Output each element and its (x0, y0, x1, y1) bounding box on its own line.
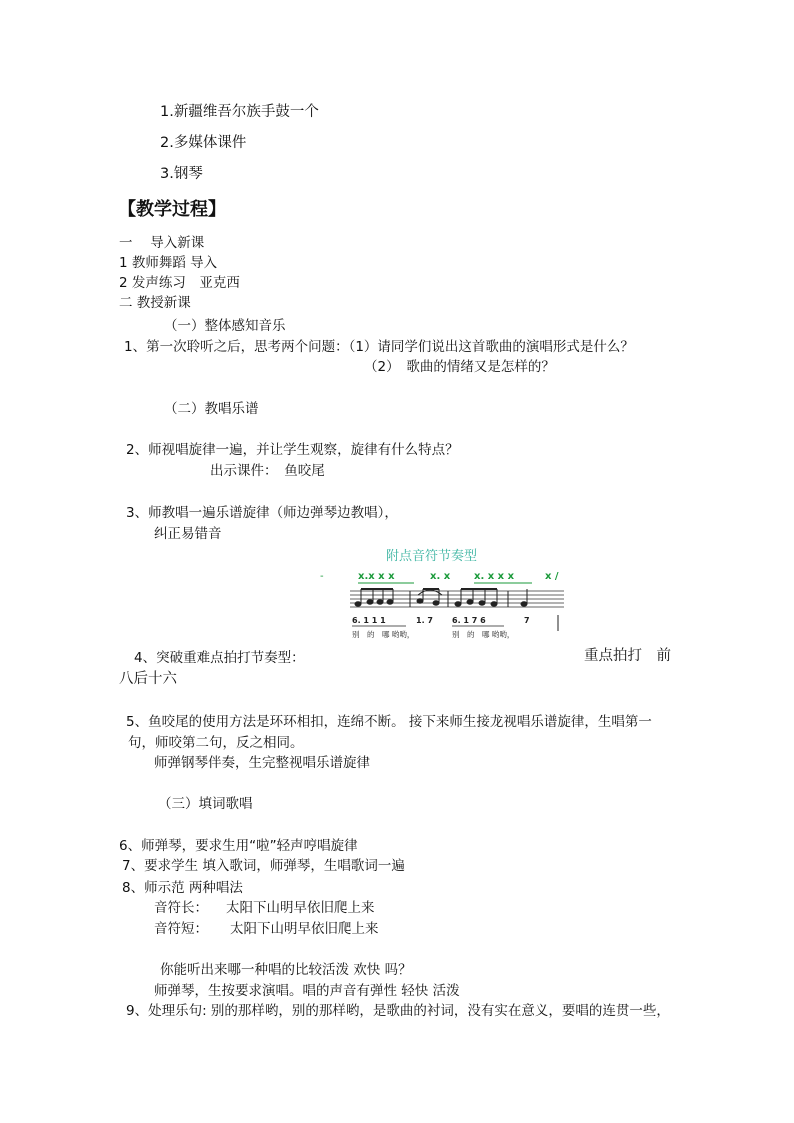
question-5-line-3: 师弹钢琴伴奏，生完整视唱乐谱旋律 (154, 755, 370, 771)
question-1-part-2: （2） 歌曲的情绪又是怎样的？ (364, 359, 555, 375)
numbers-mid: 1. 7 (416, 616, 433, 625)
question-4-focus-cont: 八后十六 (119, 671, 177, 687)
subsection-perceive: （一）整体感知音乐 (164, 318, 286, 334)
long-note-text: 太阳下山明早依旧爬上来 (226, 900, 375, 916)
section-one-title: 一 导入新课 (119, 235, 205, 251)
question-9: 9、处理乐句: 别的那样哟，别的那样哟，是歌曲的衬词，没有实在意义，要唱的连贯一些， (126, 1003, 670, 1019)
lyrics-right: 别 的 哪 哟哟， (452, 630, 515, 639)
rhythm-figure (318, 543, 578, 643)
question-5: 5、鱼咬尾的使用方法是环环相扣，连绵不断。 接下来师生接龙视唱乐谱旋律，生唱第一 (126, 714, 652, 730)
rhythm-pattern-left: x.x x x (358, 571, 395, 582)
long-note-label: 音符长： (154, 900, 208, 916)
section-two-title: 二 教授新课 (119, 295, 191, 311)
material-item-2: 2.多媒体课件 (160, 135, 247, 151)
question-8: 8、师示范 两种唱法 (122, 880, 243, 896)
step-vocal-practice: 2 发声练习 亚克西 (119, 275, 240, 291)
short-note-text: 太阳下山明早依旧爬上来 (230, 921, 379, 937)
question-4: 4、突破重难点拍打节奏型： (134, 650, 305, 666)
material-item-1: 1.新疆维吾尔族手鼓一个 (160, 104, 319, 120)
subsection-lyrics: （三）填词歌唱 (158, 796, 253, 812)
question-ask: 你能听出来哪一种唱的比较活泼 欢快 吗？ (160, 962, 412, 978)
section-heading: 【教学过程】 (118, 199, 226, 220)
lyrics-left: 别 的 哪 哟哟， (352, 630, 415, 639)
staff-notes (355, 589, 527, 607)
question-3: 3、师教唱一遍乐谱旋律（师边弹琴边教唱）， (126, 505, 398, 521)
question-5-line-2: 句，师咬第二句，反之相同。 (128, 735, 304, 751)
rhythm-pattern-mid: x. x (430, 571, 451, 582)
material-item-3: 3.钢琴 (160, 166, 203, 182)
step-dance-intro: 1 教师舞蹈 导入 (119, 255, 218, 271)
question-3-correct: 纠正易错音 (154, 526, 222, 542)
question-6: 6、师弹琴，要求生用“啦”轻声哼唱旋律 (119, 838, 358, 854)
numbers-left: 6. 1 1 1 (352, 616, 386, 625)
question-2: 2、师视唱旋律一遍，并让学生观察，旋律有什么特点？ (126, 442, 459, 458)
question-7: 7、要求学生 填入歌词，师弹琴，生唱歌词一遍 (122, 858, 405, 874)
short-note-label: 音符短： (154, 921, 208, 937)
rhythm-pattern-right: x. x x x (474, 571, 515, 582)
rhythm-pattern-end: x / (545, 571, 559, 582)
rhythm-title: 附点音符节奏型 (386, 549, 478, 564)
answer-line: 师弹琴，生按要求演唱。唱的声音有弹性 轻快 活泼 (154, 983, 460, 999)
question-2-courseware: 出示课件： 鱼咬尾 (210, 463, 325, 479)
numbers-end: 7 (524, 616, 530, 625)
subsection-score: （二）教唱乐谱 (164, 401, 259, 417)
numbers-right: 6. 1 7 6 (452, 616, 486, 625)
question-1: 1、第一次聆听之后，思考两个问题：（1）请同学们说出这首歌曲的演唱形式是什么？ (124, 339, 634, 355)
rhythm-lead-mark: - (320, 571, 324, 582)
question-4-focus: 重点拍打 前 (584, 648, 671, 664)
